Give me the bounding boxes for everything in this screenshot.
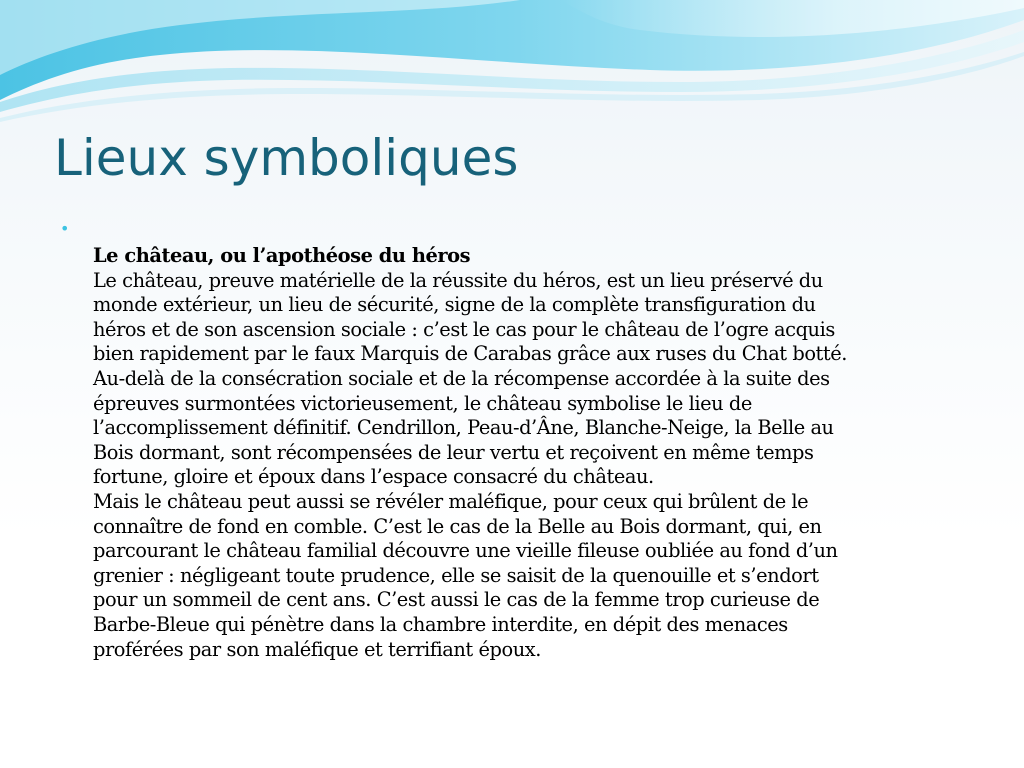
- body-text-line: proférées par son maléfique et terrifiant époux.: [93, 637, 541, 661]
- slide-title: Lieux symboliques: [54, 129, 519, 187]
- body-text-line: Au-delà de la consécration sociale et de la récompense accordée à la suite des: [93, 366, 830, 390]
- body-text-line: épreuves surmontées victorieusement, le château symbolise le lieu de: [93, 391, 752, 415]
- body-text-line: fortune, gloire et époux dans l’espace consacré du château.: [93, 465, 654, 489]
- body-text-line: Barbe-Bleue qui pénètre dans la chambre interdite, en dépit des menaces: [93, 612, 788, 636]
- body-text-line: monde extérieur, un lieu de sécurité, signe de la complète transfiguration du: [93, 293, 816, 317]
- body-text-line: grenier : négligeant toute prudence, elle se saisit de la quenouille et s’endort: [93, 563, 819, 587]
- bullet-point: •: [60, 219, 70, 238]
- bullet-content: [93, 244, 973, 662]
- body-text-line: l’accomplissement définitif. Cendrillon, Peau-d’Âne, Blanche-Neige, la Belle au: [93, 416, 834, 440]
- wave-header-decoration: [0, 0, 1024, 130]
- section-heading: Le château, ou l’apothéose du héros: [93, 244, 471, 267]
- body-text-line: héros et de son ascension sociale : c’est le cas pour le château de l’ogre acquis: [93, 317, 835, 341]
- body-text-line: connaître de fond en comble. C’est le cas de la Belle au Bois dormant, qui, en: [93, 514, 822, 538]
- body-text-line: Le château, preuve matérielle de la réussite du héros, est un lieu préservé du: [93, 268, 823, 292]
- body-text-line: bien rapidement par le faux Marquis de Carabas grâce aux ruses du Chat botté.: [93, 342, 847, 366]
- body-text-line: Mais le château peut aussi se révéler maléfique, pour ceux qui brûlent de le: [93, 489, 809, 513]
- body-text-line: parcourant le château familial découvre une vieille fileuse oubliée au fond d’un: [93, 539, 838, 563]
- body-text-line: Bois dormant, sont récompensées de leur vertu et reçoivent en même temps: [93, 440, 814, 464]
- body-text-line: pour un sommeil de cent ans. C’est aussi le cas de la femme trop curieuse de: [93, 588, 820, 612]
